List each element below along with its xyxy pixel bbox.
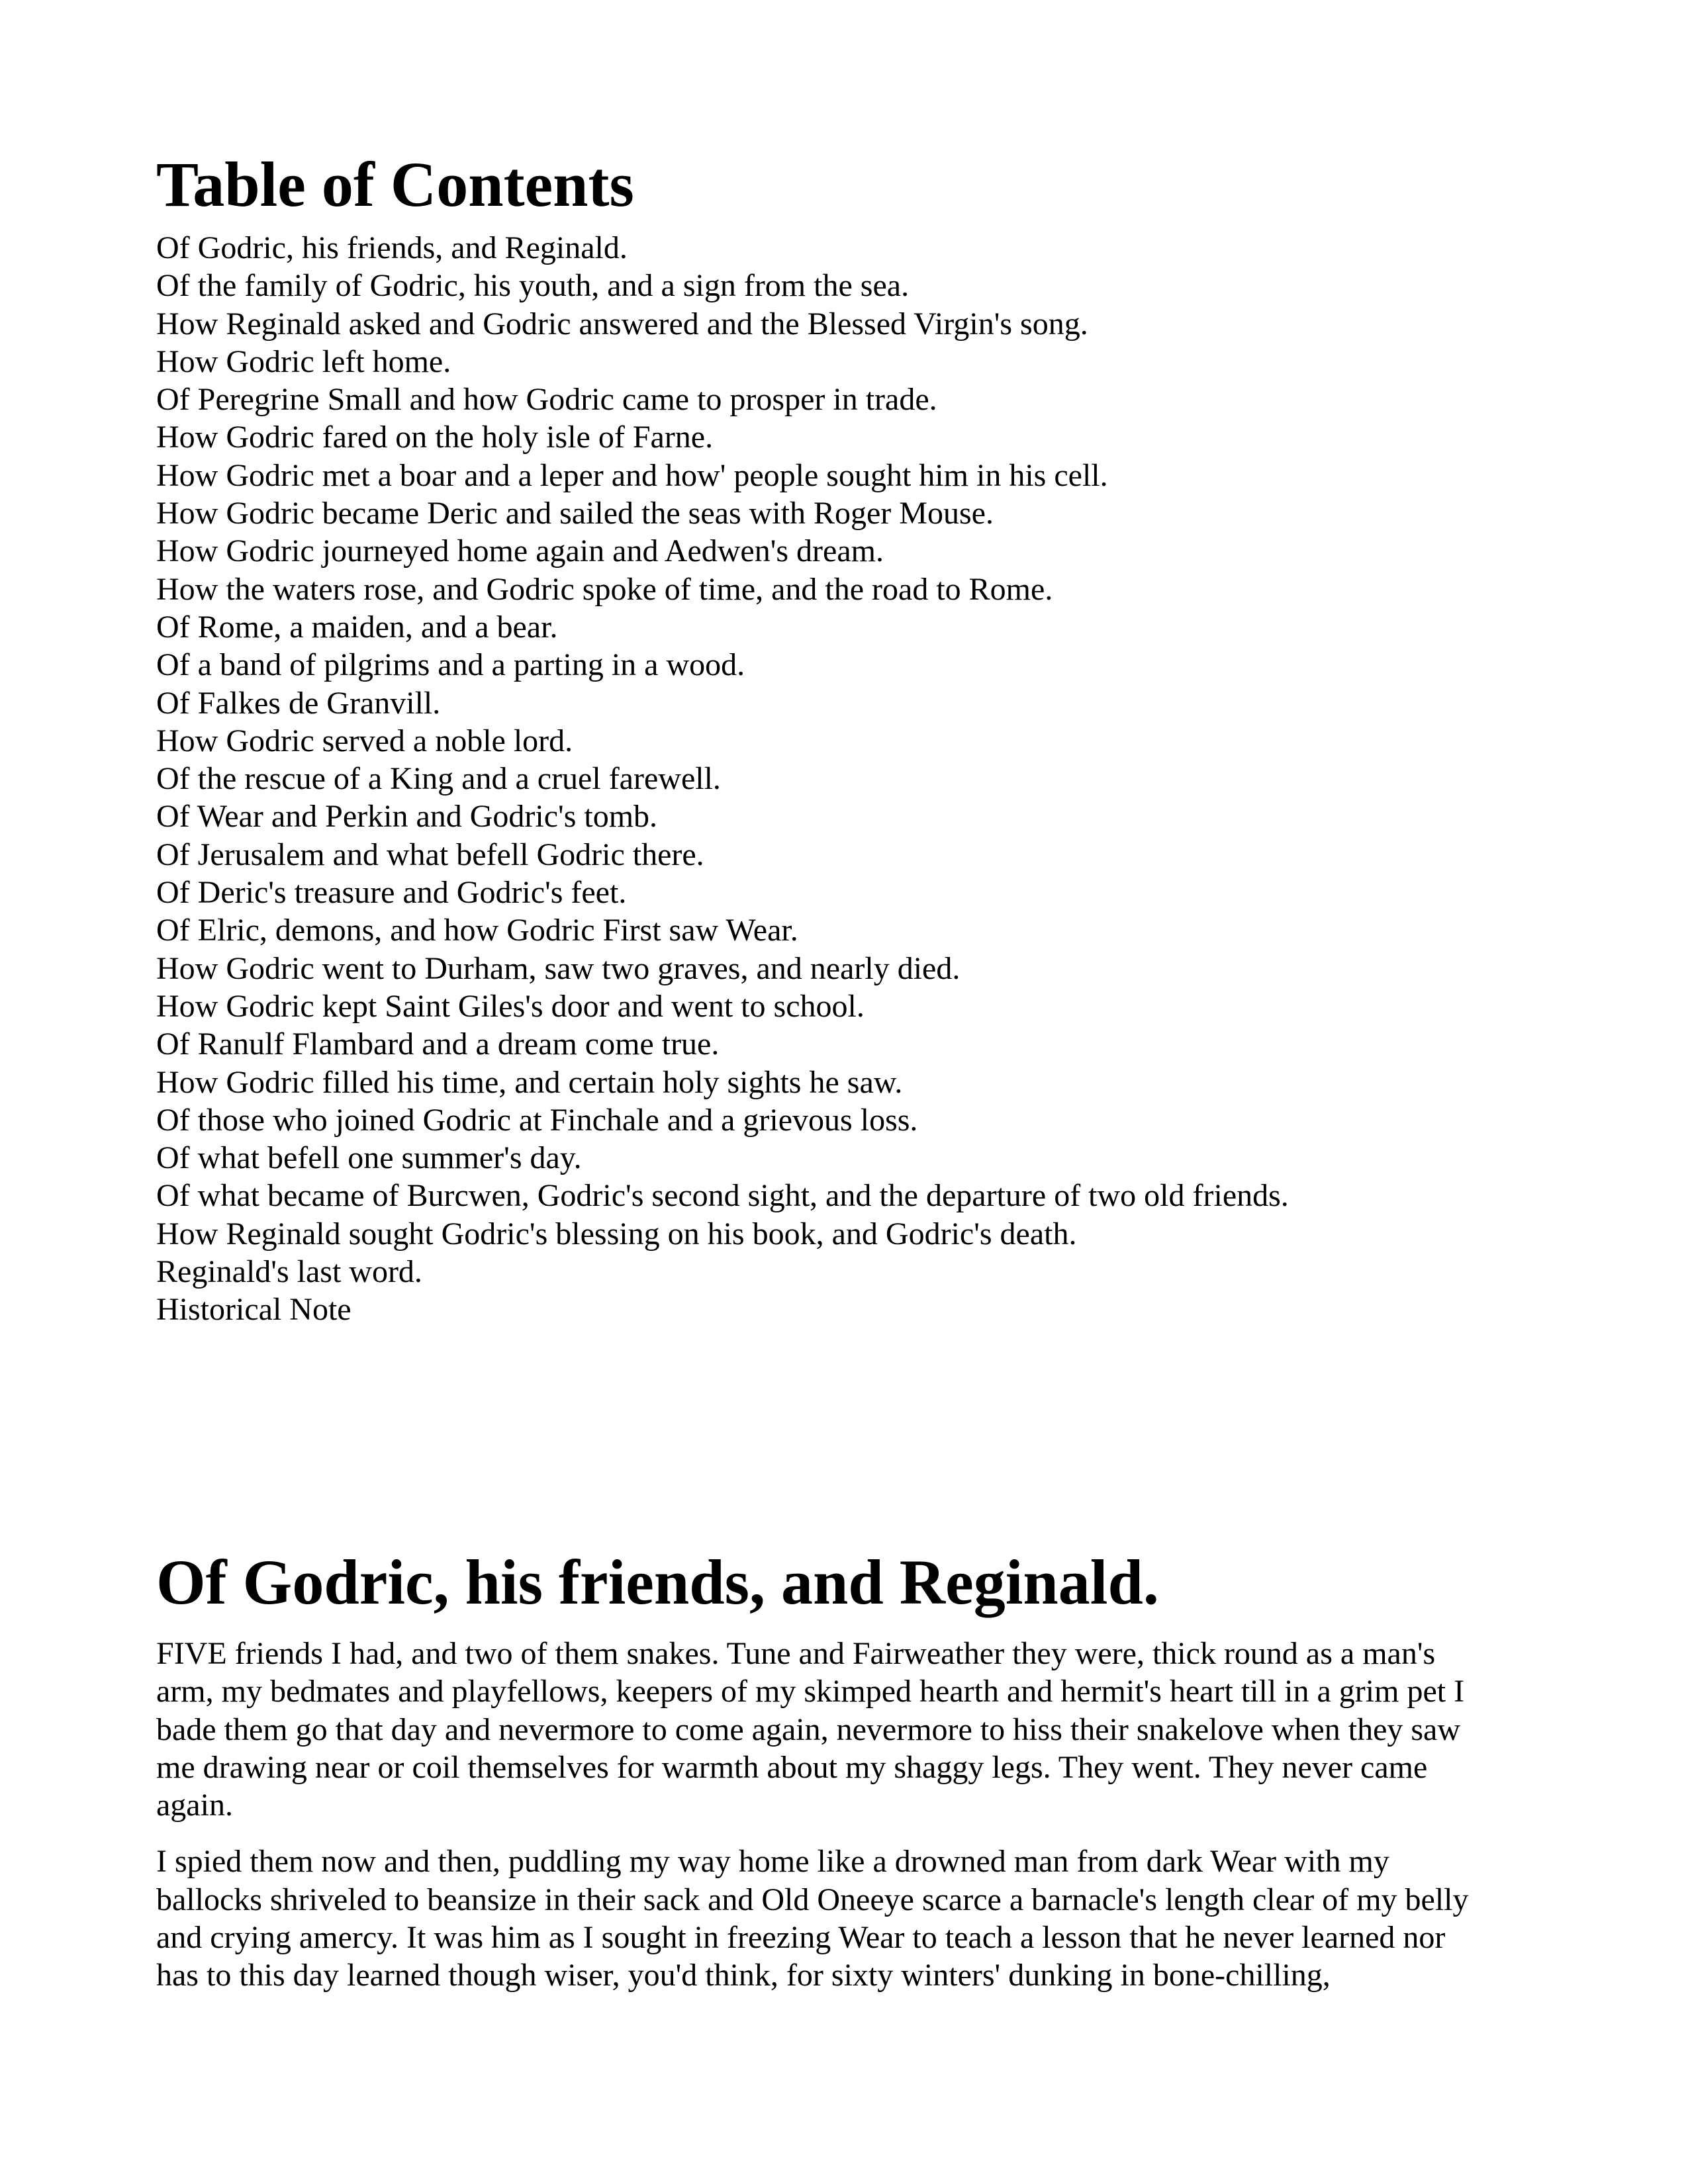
toc-item[interactable]: Of Falkes de Granvill. — [156, 685, 441, 721]
toc-list — [156, 229, 1289, 1329]
toc-item[interactable]: Reginald's last word. — [156, 1254, 422, 1290]
toc-item[interactable]: How Reginald asked and Godric answered and the Blessed Virgin's song. — [156, 306, 1088, 341]
toc-item[interactable]: Of what became of Burcwen, Godric's second sight, and the departure of two old friends. — [156, 1178, 1289, 1214]
toc-item[interactable]: How Godric filled his time, and certain holy sights he saw. — [156, 1064, 903, 1100]
toc-item[interactable]: How Godric kept Saint Giles's door and went to school. — [156, 988, 865, 1024]
toc-item[interactable]: How Godric became Deric and sailed the seas with Roger Mouse. — [156, 496, 994, 531]
toc-item[interactable]: Of the family of Godric, his youth, and a sign from the sea. — [156, 268, 910, 304]
toc-item[interactable]: How Reginald sought Godric's blessing on his book, and Godric's death. — [156, 1216, 1077, 1251]
toc-item[interactable]: Of Elric, demons, and how Godric First saw Wear. — [156, 913, 798, 948]
chapter-title: Of Godric, his friends, and Reginald. — [156, 1547, 1159, 1617]
toc-item[interactable]: Of what befell one summer's day. — [156, 1140, 582, 1176]
toc-item[interactable]: How Godric fared on the holy isle of Farne. — [156, 420, 714, 455]
toc-item[interactable]: Of Peregrine Small and how Godric came to prosper in trade. — [156, 382, 937, 418]
toc-item[interactable]: How Godric met a boar and a leper and how' people sought him in his cell. — [156, 457, 1108, 493]
toc-item[interactable]: Of those who joined Godric at Finchale and a grievous loss. — [156, 1102, 918, 1138]
toc-item[interactable]: How Godric went to Durham, saw two graves, and nearly died. — [156, 950, 961, 986]
toc-item[interactable]: How Godric journeyed home again and Aedwen's dream. — [156, 533, 884, 569]
toc-item[interactable]: Of a band of pilgrims and a parting in a wood. — [156, 647, 745, 683]
toc-item[interactable]: Of the rescue of a King and a cruel farewell. — [156, 761, 721, 797]
toc-item[interactable]: Historical Note — [156, 1292, 352, 1328]
toc-item[interactable]: Of Ranulf Flambard and a dream come true. — [156, 1026, 720, 1062]
toc-item[interactable]: Of Rome, a maiden, and a bear. — [156, 609, 558, 645]
toc-item[interactable]: How Godric served a noble lord. — [156, 723, 573, 758]
toc-item[interactable]: Of Deric's treasure and Godric's feet. — [156, 875, 627, 911]
toc-item[interactable]: How the waters rose, and Godric spoke of time, and the road to Rome. — [156, 571, 1053, 607]
chapter-body — [156, 1635, 1546, 2013]
toc-item[interactable]: Of Godric, his friends, and Reginald. — [156, 230, 628, 265]
toc-title: Table of Contents — [156, 149, 634, 220]
toc-item[interactable]: How Godric left home. — [156, 343, 451, 379]
chapter-paragraph: I spied them now and then, puddling my way home like a drowned man from dark Wear with my ballocks shriveled to beansize in their sack and Old Oneeye scarce a barnacle's length clear of my belly and crying amercy. It was him as I sought in freezing Wear to teach a lesson that he never learned nor has to this day learned though wiser, you'd think, for sixty winters' dunking in bone-chilling, — [156, 1844, 1469, 1993]
chapter-paragraph: FIVE friends I had, and two of them snakes. Tune and Fairweather they were, thick round as a man's arm, my bedmates and playfellows, keepers of my skimped hearth and hermit's heart till in a grim pet I bade them go that day and nevermore to come again, nevermore to hiss their snakelove when they saw me drawing near or coil themselves for warmth about my shaggy legs. They went. They never came again. — [156, 1636, 1465, 1823]
toc-item[interactable]: Of Jerusalem and what befell Godric there. — [156, 837, 704, 872]
toc-item[interactable]: Of Wear and Perkin and Godric's tomb. — [156, 799, 658, 835]
